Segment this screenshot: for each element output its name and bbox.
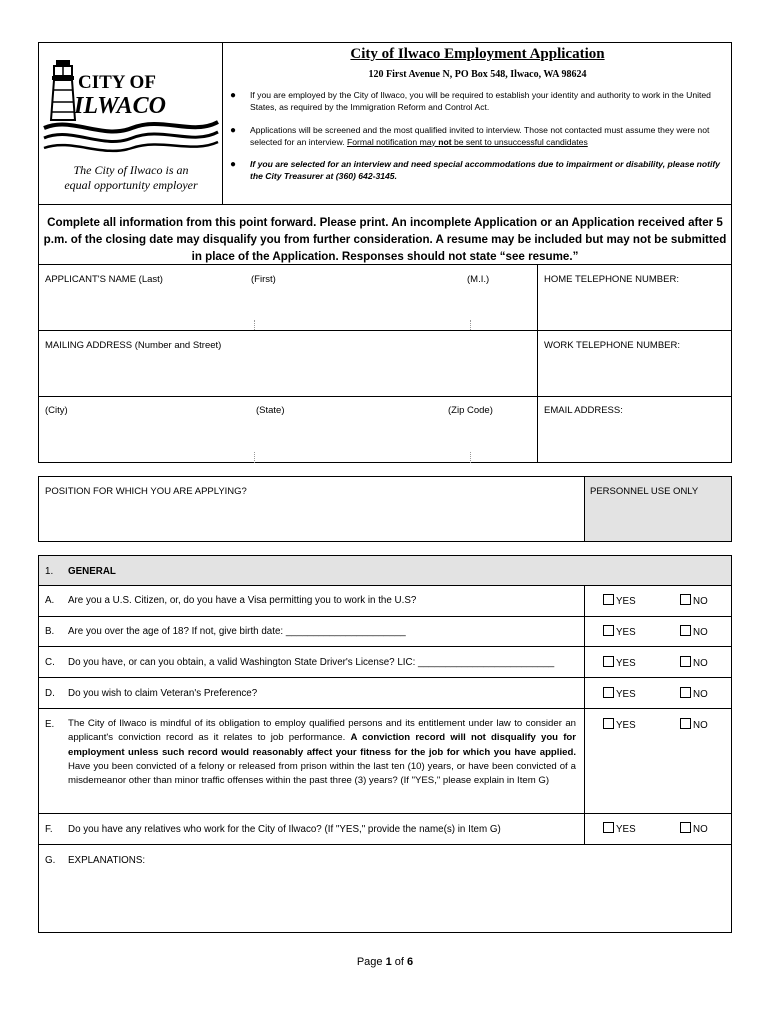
checkbox-icon xyxy=(680,594,691,605)
position-label: POSITION FOR WHICH YOU ARE APPLYING? xyxy=(45,486,247,497)
question-a-no-checkbox[interactable]: NO xyxy=(680,594,708,607)
work-phone-label: WORK TELEPHONE NUMBER: xyxy=(544,340,681,351)
email-field[interactable] xyxy=(540,420,730,460)
question-c-text: Do you have, or can you obtain, a valid Washington State Driver's License? LIC: _________________________ xyxy=(68,657,555,668)
work-phone-field[interactable] xyxy=(540,354,730,394)
svg-text:CITY OF: CITY OF xyxy=(78,72,156,93)
mailing-address-label: MAILING ADDRESS (Number and Street) xyxy=(45,340,222,351)
question-f-no-checkbox[interactable]: NO xyxy=(680,822,708,835)
row-separator xyxy=(38,646,732,647)
question-b-yes-checkbox[interactable]: YES xyxy=(603,625,636,638)
dotted-divider xyxy=(254,320,255,330)
question-c-yes-checkbox[interactable]: YES xyxy=(603,656,636,669)
question-d-no-checkbox[interactable]: NO xyxy=(680,687,708,700)
first-name-field[interactable] xyxy=(256,288,468,328)
bullet-screening-text: Applications will be screened and the most qualified invited to interview. Those not contacted must assume they were not selected for an interview. Formal notification may not be sent to unsuccessful candidates xyxy=(250,125,710,147)
info-divider xyxy=(537,265,538,463)
question-e-yes-checkbox[interactable]: YES xyxy=(603,718,636,731)
question-a-letter: A. xyxy=(45,595,55,606)
checkbox-icon xyxy=(603,656,614,667)
last-name-label: APPLICANT'S NAME (Last) xyxy=(45,274,163,285)
position-field[interactable] xyxy=(40,500,582,540)
question-b-letter: B. xyxy=(45,626,55,637)
question-e-text: The City of Ilwaco is mindful of its obligation to employ qualified persons and its entitlement under law to consider an applicant's conviction record as it relates to job performance. A conviction record will not disqualify you for employment unless such record would reasonably affect your fitness for the job for which you have applied. Have you been convicted of a felony or released from prison within the last ten (10) years, or have been convicted of a misdemeanor other than minor traffic offenses within the past three (3) years? (If "YES," please explain in Item G) xyxy=(68,718,576,787)
row-separator xyxy=(38,844,732,845)
checkbox-icon xyxy=(680,625,691,636)
checkbox-icon xyxy=(680,718,691,729)
checkbox-icon xyxy=(680,822,691,833)
explanations-label: EXPLANATIONS: xyxy=(68,855,146,866)
question-f-yes-checkbox[interactable]: YES xyxy=(603,822,636,835)
page-title: City of Ilwaco Employment Application xyxy=(350,46,605,62)
question-d-yes-checkbox[interactable]: YES xyxy=(603,687,636,700)
mi-label: (M.I.) xyxy=(467,274,490,285)
question-d-letter: D. xyxy=(45,688,55,699)
zip-field[interactable] xyxy=(448,420,535,460)
checkbox-icon xyxy=(603,625,614,636)
question-e-letter: E. xyxy=(45,719,55,730)
checkbox-icon xyxy=(603,822,614,833)
row-divider-2 xyxy=(38,396,732,397)
question-e-no-checkbox[interactable]: NO xyxy=(680,718,708,731)
row-separator xyxy=(38,708,732,709)
instructions: Complete all information from this point forward. Please print. An incomplete Application or an Application received after 5 p.m. of the closing date may disqualify you from further consideration. A resume may be included but may not be submitted in place of the Application. Responses should not state “see resume.” xyxy=(38,205,732,265)
last-name-field[interactable] xyxy=(40,288,252,328)
question-b-no-checkbox[interactable]: NO xyxy=(680,625,708,638)
bullet-identity xyxy=(230,90,728,114)
bullet-icon: ● xyxy=(230,90,237,101)
eoe-line-1: The City of Ilwaco is an xyxy=(73,163,189,177)
bullet-icon: ● xyxy=(230,125,237,136)
equal-opportunity-note xyxy=(42,163,220,193)
question-f-text: Do you have any relatives who work for the City of Ilwaco? (If "YES," provide the name(s) in Item G) xyxy=(68,824,501,835)
city-address: 120 First Avenue N, PO Box 548, Ilwaco, WA 98624 xyxy=(368,69,587,80)
section-heading: GENERAL xyxy=(68,566,116,577)
checkbox-icon xyxy=(680,656,691,667)
state-field[interactable] xyxy=(256,420,446,460)
question-g-letter: G. xyxy=(45,855,56,866)
bullet-accommodations-text: If you are selected for an interview and need special accommodations due to impairment or disability, please notify the City Treasurer at (360) 642-3145. xyxy=(250,159,721,181)
question-c-no-checkbox[interactable]: NO xyxy=(680,656,708,669)
personnel-use-label: PERSONNEL USE ONLY xyxy=(590,486,699,497)
answer-column-divider xyxy=(584,586,585,844)
home-phone-field[interactable] xyxy=(540,288,730,328)
row-divider-1 xyxy=(38,330,732,331)
row-separator xyxy=(38,616,732,617)
question-a-text: Are you a U.S. Citizen, or, do you have a Visa permitting you to work in the U.S? xyxy=(68,595,417,606)
page-number: Page 1 of 6 xyxy=(356,956,414,968)
email-label: EMAIL ADDRESS: xyxy=(544,405,623,416)
question-d-text: Do you wish to claim Veteran's Preference? xyxy=(68,688,258,699)
question-c-letter: C. xyxy=(45,657,55,668)
mi-field[interactable] xyxy=(472,288,535,328)
dotted-divider xyxy=(254,452,255,463)
city-label: (City) xyxy=(45,405,68,416)
question-b-text: Are you over the age of 18? If not, give birth date: ______________________ xyxy=(68,626,406,637)
checkbox-icon xyxy=(603,687,614,698)
first-name-label: (First) xyxy=(251,274,276,285)
question-f-letter: F. xyxy=(45,824,53,835)
row-separator xyxy=(38,813,732,814)
lighthouse-logo-icon xyxy=(42,58,220,158)
dotted-divider xyxy=(470,320,471,330)
bullet-screening xyxy=(230,125,728,149)
svg-text:ILWACO: ILWACO xyxy=(74,93,167,119)
eoe-line-2: equal opportunity employer xyxy=(64,178,198,192)
mailing-address-field[interactable] xyxy=(40,354,535,394)
header-divider xyxy=(222,42,223,205)
general-header xyxy=(39,556,731,586)
bullet-accommodations xyxy=(230,159,728,183)
row-separator xyxy=(38,677,732,678)
checkbox-icon xyxy=(603,594,614,605)
section-number: 1. xyxy=(45,566,54,577)
home-phone-label: HOME TELEPHONE NUMBER: xyxy=(544,274,679,285)
bullet-icon: ● xyxy=(230,159,237,170)
zip-label: (Zip Code) xyxy=(448,405,493,416)
city-field[interactable] xyxy=(40,420,252,460)
checkbox-icon xyxy=(680,687,691,698)
bullet-identity-text: If you are employed by the City of Ilwaco, you will be required to establish your identity and authority to work in the United States, as required by the Immigration Reform and Control Act. xyxy=(250,90,711,112)
state-label: (State) xyxy=(256,405,285,416)
checkbox-icon xyxy=(603,718,614,729)
question-a-yes-checkbox[interactable]: YES xyxy=(603,594,636,607)
explanations-field[interactable] xyxy=(40,870,730,930)
